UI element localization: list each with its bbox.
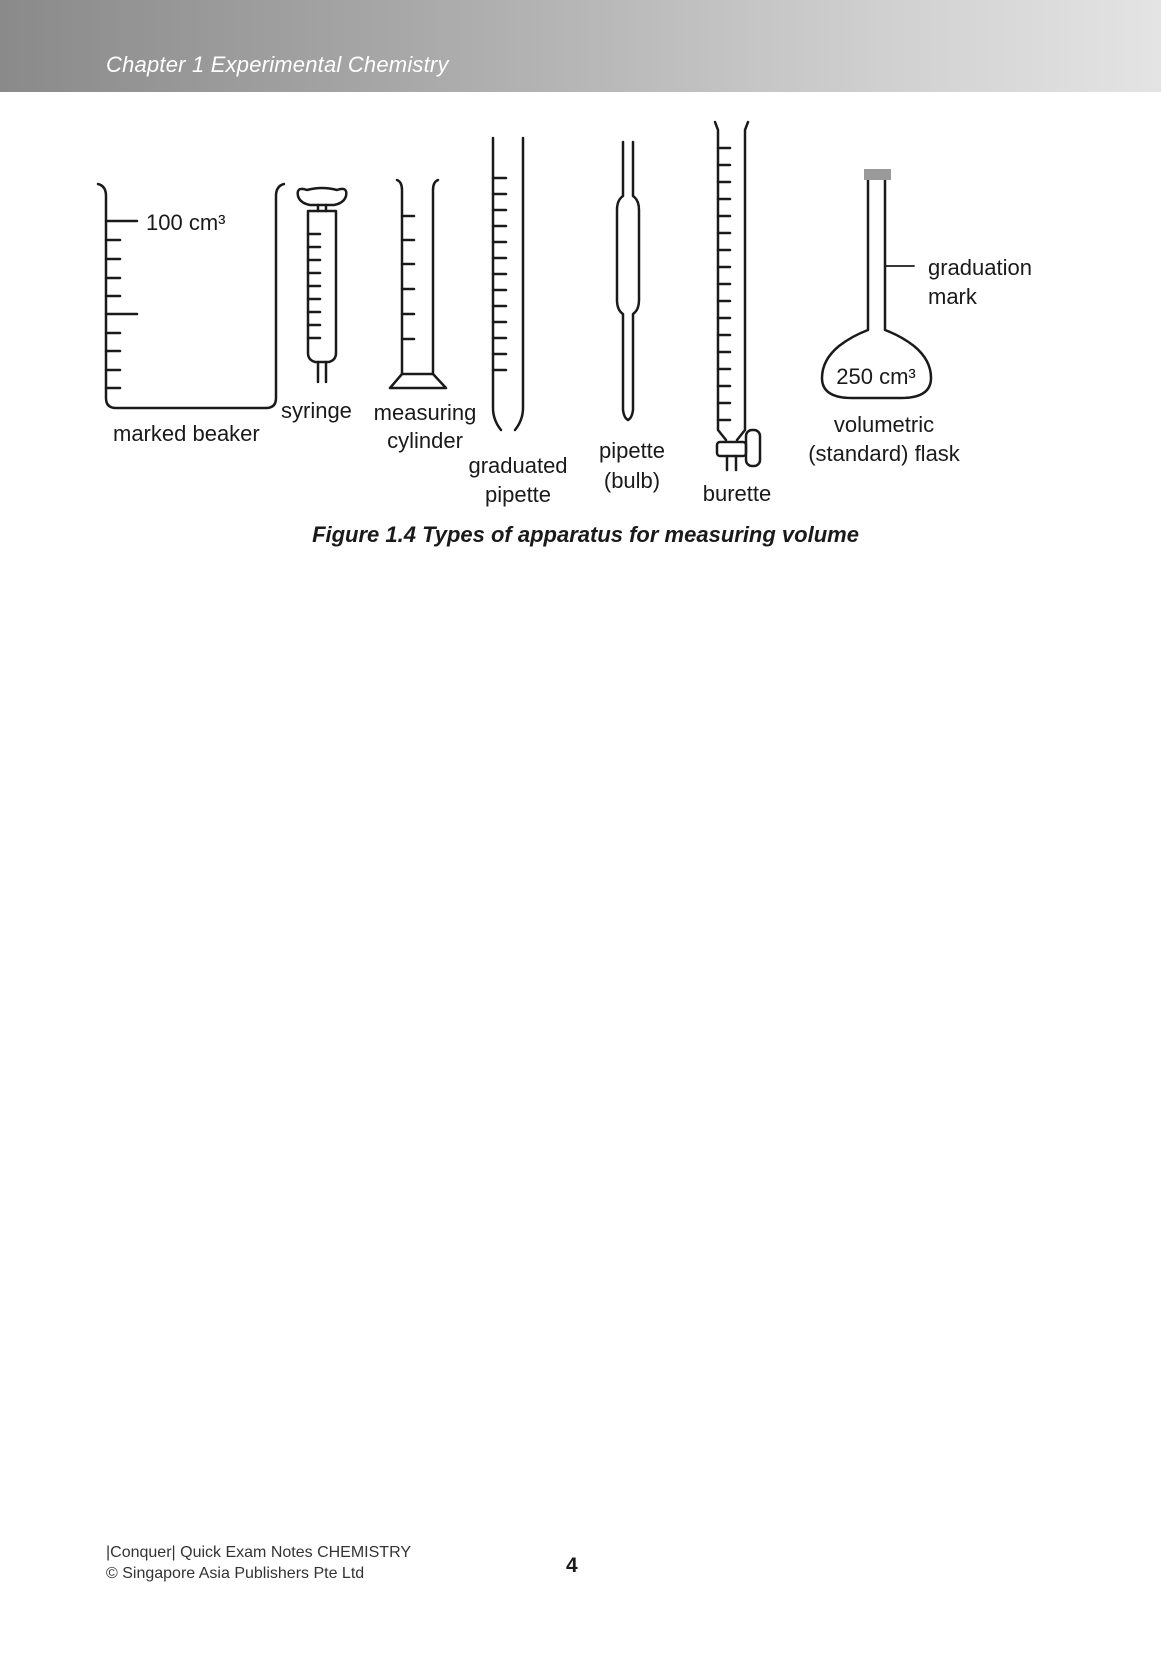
figure-caption: Figure 1.4 Types of apparatus for measuring volume [312,522,859,547]
flask-stopper [864,169,891,180]
burette-label: burette [702,481,772,506]
graduated-pipette-label-line2: pipette [484,482,552,507]
flask-volume-label: 250 cm³ [836,364,916,389]
graduated-pipette-label-line1: graduated [468,453,568,478]
measuring-cylinder-drawing [390,180,446,388]
footer-copyright: © Singapore Asia Publishers Pte Ltd [106,1565,365,1582]
footer-credits [106,1542,411,1584]
page-number: 4 [566,1554,578,1577]
apparatus-figure [0,0,1161,540]
syringe-drawing [298,188,347,382]
beaker-volume-label: 100 cm³ [146,210,226,235]
flask-label-line2: (standard) flask [808,441,960,466]
chapter-title: Chapter 1 Experimental Chemistry [106,52,449,77]
measuring-cylinder-label-line1: measuring [373,400,477,425]
graduated-pipette-drawing [493,138,523,430]
footer-book-title: |Conquer| Quick Exam Notes CHEMISTRY [106,1544,411,1561]
marked-beaker-label: marked beaker [113,421,260,446]
bulb-pipette-drawing [617,142,639,420]
burette-drawing [715,122,760,470]
bulb-pipette-label-line1: pipette [598,438,666,463]
graduation-mark-label-line1: graduation [928,255,1032,280]
syringe-label: syringe [281,398,352,423]
flask-label-line1: volumetric [833,412,935,437]
bulb-pipette-label-line2: (bulb) [603,468,661,493]
graduation-mark-label-line2: mark [928,284,977,309]
measuring-cylinder-label-line2: cylinder [387,428,463,453]
